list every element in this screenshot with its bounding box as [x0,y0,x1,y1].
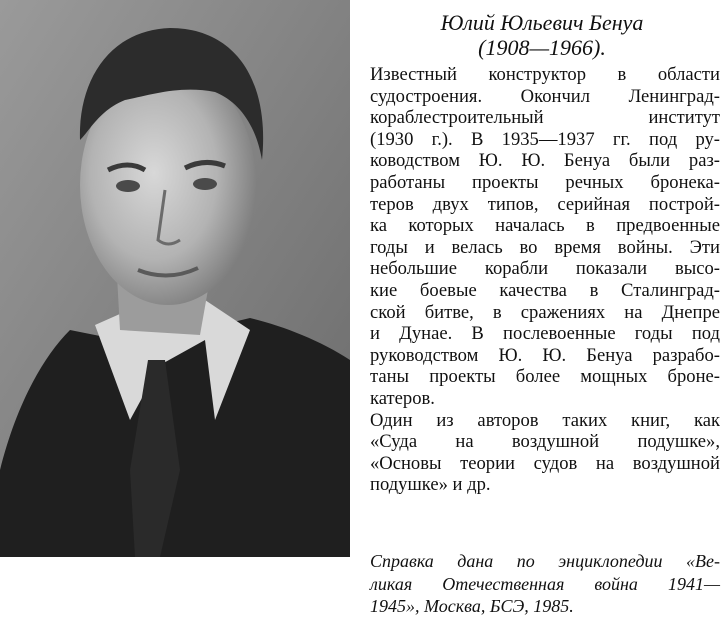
books-line: Один из авторов таких книг, как [370,409,720,431]
bio-line: судостроения. Окончил Ленинград- [370,85,720,107]
reference-line: 1945», Москва, БСЭ, 1985. [370,596,574,616]
portrait-image [0,0,350,557]
person-name: Юлий Юльевич Бенуа [440,10,644,35]
bio-line: работаны проекты речных бронека- [370,171,720,193]
reference-line: ликая Отечественная война 1941— [370,573,720,594]
biography-text [370,64,720,496]
bio-line: теров двух типов, серийная построй- [370,193,720,215]
bio-line: ка которых началась в предвоенные [370,215,720,237]
bio-line: (1930 г.). В 1935—1937 гг. под ру- [370,128,720,150]
bio-line: катеров. [370,387,435,409]
life-years: (1908—1966). [478,35,606,60]
bio-line: и Дунае. В послевоенные годы под [370,323,720,345]
name-heading [362,10,722,60]
source-reference [370,550,720,618]
bio-line: руководством Ю. Ю. Бенуа разрабо- [370,344,720,366]
reference-line: Справка дана по энциклопедии «Ве- [370,551,720,571]
bio-line: кораблестроительный институт [370,107,720,129]
bio-line: Известный конструктор в области [370,64,720,85]
bio-line: кие боевые качества в Сталинград- [370,279,720,301]
books-line: подушке» и др. [370,474,491,496]
books-line: «Основы теории судов на воздушной [370,452,720,474]
bio-line: небольшие корабли показали высо- [370,258,720,280]
bio-line: таны проекты более мощных броне- [370,366,720,388]
books-line: «Суда на воздушной подушке», [370,431,720,453]
bio-line: ской битве, в сражениях на Днепре [370,301,720,323]
portrait-photo [0,0,350,557]
bio-line: годы и велась во время войны. Эти [370,236,720,258]
bio-line: ководством Ю. Ю. Бенуа были раз- [370,150,720,172]
